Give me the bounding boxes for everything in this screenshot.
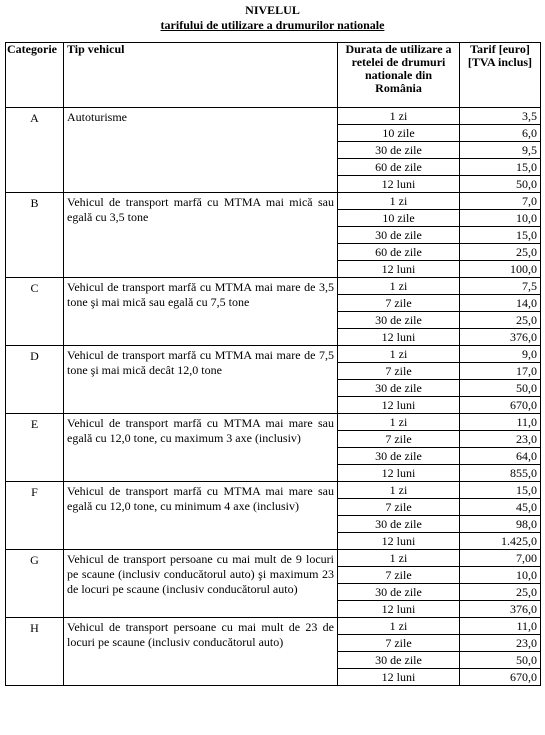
table-row [6, 482, 541, 499]
tariff-cell: 15,0 [460, 482, 541, 499]
tariff-cell: 10,0 [460, 210, 541, 227]
vehicle-type-cell: Vehicul de transport persoane cu mai mult de 9 locuri pe scaune (inclusiv conducătorul auto) şi maximum 23 de locuri pe scaune (inclusiv conducătorul auto) [64, 550, 338, 618]
duration-cell: 7 zile [338, 567, 460, 584]
duration-cell: 1 zi [338, 482, 460, 499]
vehicle-type-cell: Vehicul de transport marfă cu MTMA mai mare sau egală cu 12,0 tone, cu maximum 3 axe (inclusiv) [64, 414, 338, 482]
category-cell: H [6, 618, 64, 686]
duration-cell: 30 de zile [338, 652, 460, 669]
table-row [6, 346, 541, 363]
duration-cell: 1 zi [338, 550, 460, 567]
tariff-cell: 23,0 [460, 635, 541, 652]
vehicle-type-cell: Vehicul de transport marfă cu MTMA mai mică sau egală cu 3,5 tone [64, 193, 338, 278]
tariff-cell: 6,0 [460, 125, 541, 142]
category-cell: G [6, 550, 64, 618]
duration-cell: 7 zile [338, 499, 460, 516]
duration-cell: 12 luni [338, 329, 460, 346]
duration-cell: 1 zi [338, 193, 460, 210]
tariff-cell: 9,5 [460, 142, 541, 159]
table-body [6, 108, 541, 686]
tariff-cell: 855,0 [460, 465, 541, 482]
tariff-cell: 7,0 [460, 193, 541, 210]
tariff-table [5, 42, 541, 686]
tariff-cell: 3,5 [460, 108, 541, 125]
duration-cell: 30 de zile [338, 312, 460, 329]
tariff-cell: 25,0 [460, 244, 541, 261]
duration-cell: 7 zile [338, 295, 460, 312]
duration-cell: 12 luni [338, 465, 460, 482]
duration-cell: 12 luni [338, 176, 460, 193]
tariff-cell: 7,00 [460, 550, 541, 567]
document-subtitle: tarifului de utilizare a drumurilor nationale [160, 18, 385, 32]
table-row [6, 278, 541, 295]
tariff-cell: 7,5 [460, 278, 541, 295]
duration-cell: 12 luni [338, 601, 460, 618]
header-tariff: Tarif [euro] [TVA inclus] [460, 43, 541, 108]
duration-cell: 30 de zile [338, 380, 460, 397]
duration-cell: 7 zile [338, 431, 460, 448]
table-row [6, 414, 541, 431]
duration-cell: 7 zile [338, 635, 460, 652]
tariff-cell: 10,0 [460, 567, 541, 584]
duration-cell: 10 zile [338, 210, 460, 227]
duration-cell: 1 zi [338, 346, 460, 363]
header-duration: Durata de utilizare a retelei de drumuri nationale din România [338, 43, 460, 108]
tariff-cell: 45,0 [460, 499, 541, 516]
vehicle-type-cell: Autoturisme [64, 108, 338, 193]
tariff-cell: 670,0 [460, 669, 541, 686]
category-cell: E [6, 414, 64, 482]
tariff-cell: 376,0 [460, 601, 541, 618]
duration-cell: 60 de zile [338, 159, 460, 176]
tariff-cell: 100,0 [460, 261, 541, 278]
tariff-cell: 376,0 [460, 329, 541, 346]
duration-cell: 30 de zile [338, 227, 460, 244]
tariff-cell: 15,0 [460, 159, 541, 176]
tariff-cell: 17,0 [460, 363, 541, 380]
header-vehicle-type: Tip vehicul [64, 43, 338, 108]
category-cell: B [6, 193, 64, 278]
vehicle-type-cell: Vehicul de transport marfă cu MTMA mai mare de 3,5 tone şi mai mică sau egală cu 7,5 tone [64, 278, 338, 346]
tariff-cell: 11,0 [460, 618, 541, 635]
table-row [6, 193, 541, 210]
tariff-cell: 98,0 [460, 516, 541, 533]
table-row [6, 108, 541, 125]
tariff-cell: 50,0 [460, 380, 541, 397]
duration-cell: 1 zi [338, 108, 460, 125]
tariff-cell: 670,0 [460, 397, 541, 414]
tariff-cell: 25,0 [460, 584, 541, 601]
duration-cell: 7 zile [338, 363, 460, 380]
duration-cell: 12 luni [338, 533, 460, 550]
duration-cell: 30 de zile [338, 516, 460, 533]
category-cell: C [6, 278, 64, 346]
category-cell: D [6, 346, 64, 414]
tariff-cell: 50,0 [460, 176, 541, 193]
duration-cell: 1 zi [338, 278, 460, 295]
duration-cell: 30 de zile [338, 448, 460, 465]
tariff-cell: 15,0 [460, 227, 541, 244]
tariff-cell: 14,0 [460, 295, 541, 312]
header-category: Categorie [6, 43, 64, 108]
tariff-cell: 9,0 [460, 346, 541, 363]
vehicle-type-cell: Vehicul de transport persoane cu mai mult de 23 de locuri pe scaune (inclusiv conducătorul auto) [64, 618, 338, 686]
tariff-cell: 25,0 [460, 312, 541, 329]
vehicle-type-cell: Vehicul de transport marfă cu MTMA mai mare de 7,5 tone şi mai mică decât 12,0 tone [64, 346, 338, 414]
tariff-cell: 11,0 [460, 414, 541, 431]
tariff-cell: 23,0 [460, 431, 541, 448]
category-cell: A [6, 108, 64, 193]
duration-cell: 12 luni [338, 261, 460, 278]
duration-cell: 60 de zile [338, 244, 460, 261]
tariff-cell: 50,0 [460, 652, 541, 669]
duration-cell: 12 luni [338, 397, 460, 414]
duration-cell: 10 zile [338, 125, 460, 142]
table-row [6, 618, 541, 635]
category-cell: F [6, 482, 64, 550]
duration-cell: 30 de zile [338, 584, 460, 601]
duration-cell: 12 luni [338, 669, 460, 686]
vehicle-type-cell: Vehicul de transport marfă cu MTMA mai mare sau egală cu 12,0 tone, cu minimum 4 axe (inclusiv) [64, 482, 338, 550]
tariff-cell: 64,0 [460, 448, 541, 465]
duration-cell: 30 de zile [338, 142, 460, 159]
duration-cell: 1 zi [338, 414, 460, 431]
duration-cell: 1 zi [338, 618, 460, 635]
document-title: NIVELUL [245, 3, 300, 17]
table-row [6, 550, 541, 567]
table-header-row [6, 43, 541, 108]
tariff-cell: 1.425,0 [460, 533, 541, 550]
